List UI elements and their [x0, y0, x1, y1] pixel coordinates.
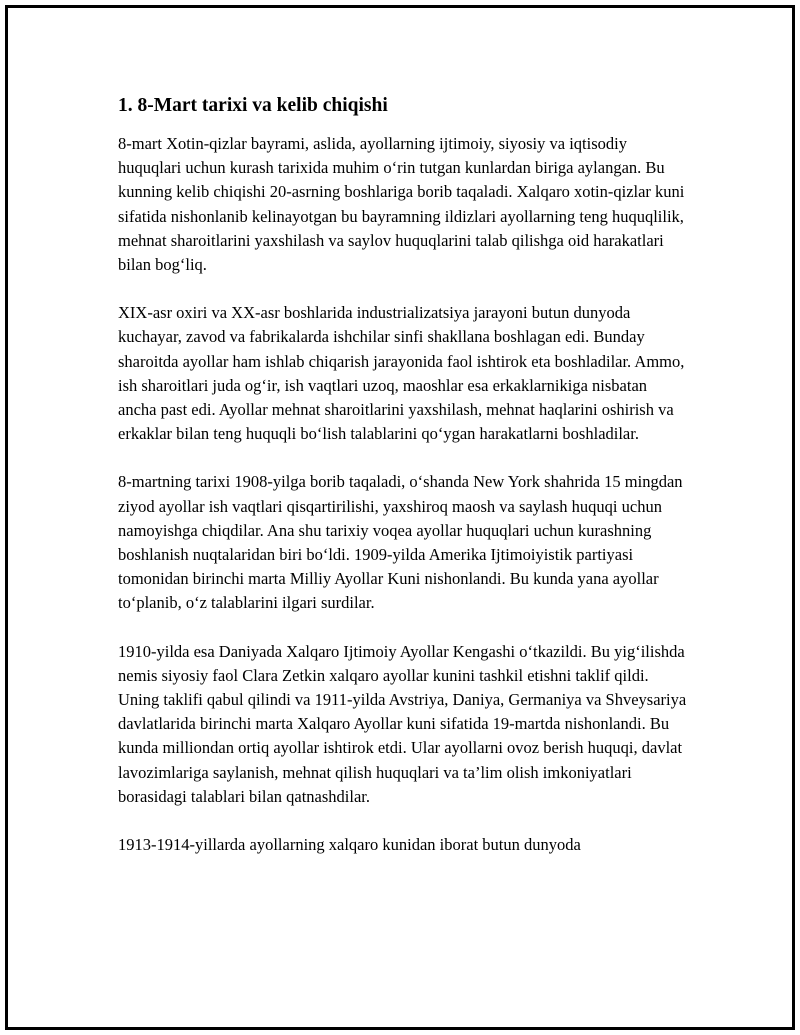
- paragraph-4: 1910-yilda esa Daniyada Xalqaro Ijtimoiy Ayollar Kengashi oʻtkazildi. Bu yigʻilishda nemis siyosiy faol Clara Zetkin xalqaro ayollar kunini tashkil etishni taklif qildi. Uning taklifi qabul qilindi va 1911-yilda Avstriya, Daniya, Germaniya va Shveysariya davlatlarida birinchi marta Xalqaro Ayollar kuni sifatida 19-martda nishonlandi. Bu kunda milliondan ortiq ayollar ishtirok etdi. Ular ayollarni ovoz berish huquqi, davlat lavozimlariga saylanish, mehnat qilish huquqlari va ta’lim olish imkoniyatlari borasidagi talablari bilan qatnashdilar.: [118, 641, 687, 806]
- paragraph-3: 8-martning tarixi 1908-yilga borib taqaladi, oʻshanda New York shahrida 15 mingdan ziyod ayollar ish vaqtlari qisqartirilishi, yaxshiroq maosh va saylash huquqi uchun namoyishga chiqdilar. Ana shu tarixiy voqea ayollar huquqlari uchun kurashning boshlanish nuqtalaridan biri boʻldi. 1909-yilda Amerika Ijtimoiyistik partiyasi tomonidan birinchi marta Milliy Ayollar Kuni nishonlandi. Bu kunda yana ayollar toʻplanib, oʻz talablarini ilgari surdilar.: [118, 472, 683, 613]
- paragraph-1: 8-mart Xotin-qizlar bayrami, aslida, ayollarning ijtimoiy, siyosiy va iqtisodiy huquqlari uchun kurash tarixida muhim oʻrin tutgan kunlardan biriga aylangan. Bu kunning kelib chiqishi 20-asrning boshlariga borib taqaladi. Xalqaro xotin-qizlar kuni sifatida nishonlanib kelinayotgan bu bayramning ildizlari ayollarning teng huquqlilik, mehnat sharoitlarini yaxshilash va saylov huquqlarini talab qilishga oid harakatlari bilan bogʻliq.: [118, 134, 685, 275]
- section-heading: 1. 8-Mart tarixi va kelib chiqishi: [118, 95, 388, 116]
- document-body: [118, 92, 688, 881]
- paragraph-2: XIX-asr oxiri va XX-asr boshlarida industrializatsiya jarayoni butun dunyoda kuchayar, zavod va fabrikalarda ishchilar sinfi shakllana boshlagan edi. Bunday sharoitda ayollar ham ishlab chiqarish jarayonida faol ishtirok eta boshladilar. Ammo, ish sharoitlari juda ogʻir, ish vaqtlari uzoq, maoshlar esa erkaklarnikiga nisbatan ancha past edi. Ayollar mehnat sharoitlarini yaxshilash, mehnat haqlarini oshirish va erkaklar bilan teng huquqli boʻlish talablarini qoʻygan harakatlarni boshladilar.: [118, 303, 685, 444]
- paragraph-5: 1913-1914-yillarda ayollarning xalqaro kunidan iborat butun dunyoda: [118, 835, 581, 855]
